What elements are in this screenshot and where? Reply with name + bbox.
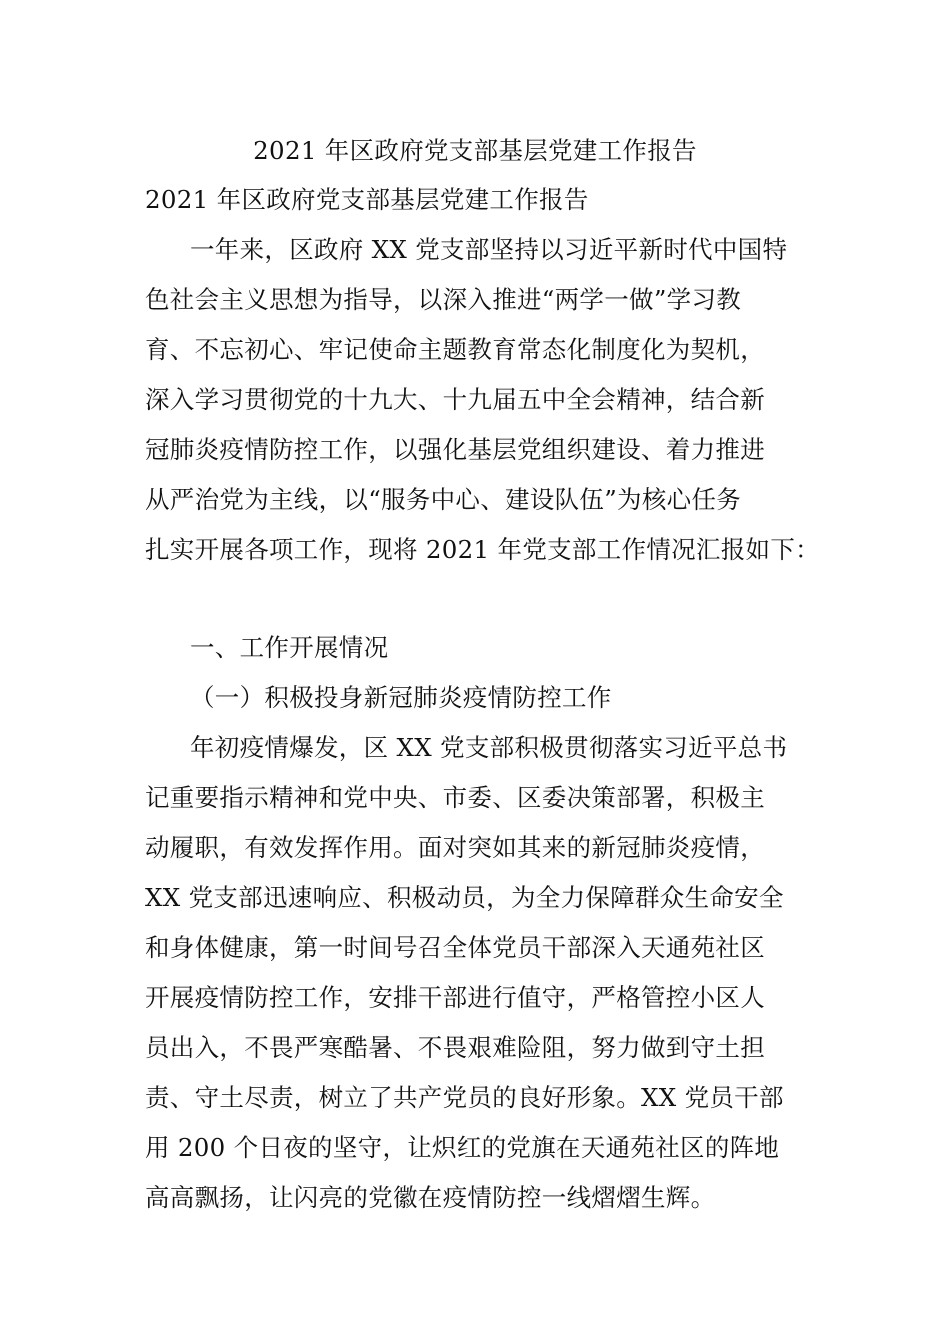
body-line: 和身体健康，第一时间号召全体党员干部深入天通苑社区 bbox=[145, 933, 765, 962]
intro-line: 深入学习贯彻党的十九大、十九届五中全会精神，结合新 bbox=[145, 385, 765, 414]
section-heading: 一、工作开展情况 bbox=[190, 633, 389, 662]
body-line: 高高飘扬，让闪亮的党徽在疫情防控一线熠熠生辉。 bbox=[145, 1183, 716, 1212]
body-line: 开展疫情防控工作，安排干部进行值守，严格管控小区人 bbox=[145, 983, 765, 1012]
body-line: 责、守土尽责，树立了共产党员的良好形象。XX 党员干部 bbox=[145, 1083, 784, 1112]
body-line: 员出入，不畏严寒酷暑、不畏艰难险阻，努力做到守土担 bbox=[145, 1033, 765, 1062]
body-line: 记重要指示精神和党中央、市委、区委决策部署，积极主 bbox=[145, 783, 765, 812]
body-line: XX 党支部迅速响应、积极动员，为全力保障群众生命安全 bbox=[145, 883, 784, 912]
document-title: 2021 年区政府党支部基层党建工作报告 bbox=[253, 136, 697, 165]
intro-line: 扎实开展各项工作，现将 2021 年党支部工作情况汇报如下： bbox=[145, 535, 820, 564]
document-subtitle: 2021 年区政府党支部基层党建工作报告 bbox=[145, 185, 589, 214]
intro-line: 冠肺炎疫情防控工作，以强化基层党组织建设、着力推进 bbox=[145, 435, 765, 464]
intro-line: 从严治党为主线，以“服务中心、建设队伍”为核心任务 bbox=[145, 485, 742, 514]
intro-line: 一年来，区政府 XX 党支部坚持以习近平新时代中国特 bbox=[190, 235, 788, 264]
body-line: 年初疫情爆发，区 XX 党支部积极贯彻落实习近平总书 bbox=[190, 733, 788, 762]
intro-line: 色社会主义思想为指导，以深入推进“两学一做”学习教 bbox=[145, 285, 742, 314]
intro-line: 育、不忘初心、牢记使命主题教育常态化制度化为契机， bbox=[145, 335, 765, 364]
body-line: 用 200 个日夜的坚守，让炽红的党旗在天通苑社区的阵地 bbox=[145, 1133, 780, 1162]
body-line: 动履职，有效发挥作用。面对突如其来的新冠肺炎疫情， bbox=[145, 833, 765, 862]
subsection-heading: （一）积极投身新冠肺炎疫情防控工作 bbox=[190, 683, 612, 712]
